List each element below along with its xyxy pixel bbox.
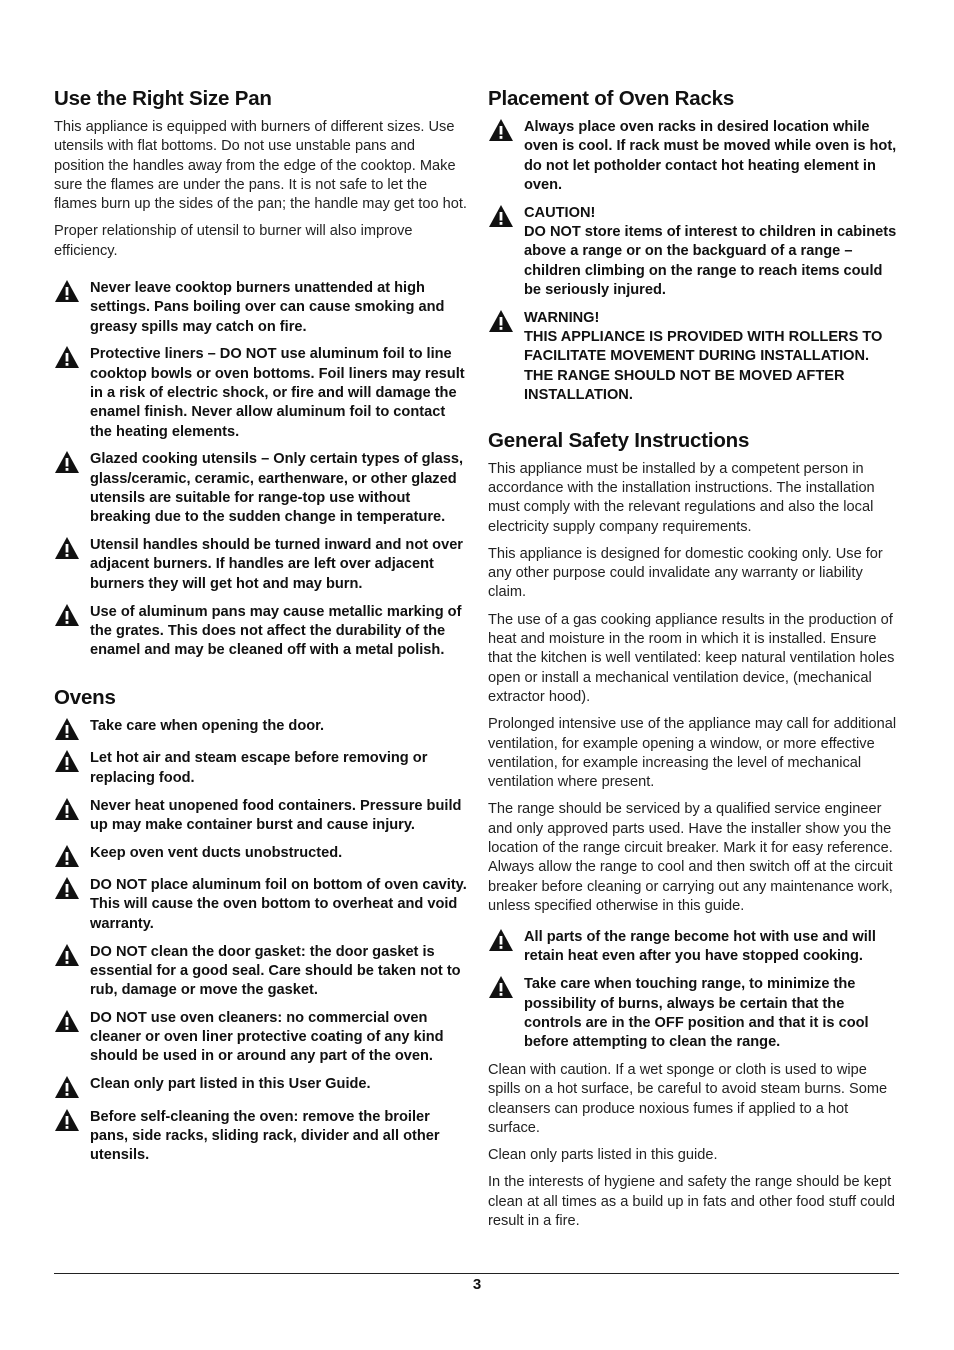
warning-item: DO NOT clean the door gasket: the door gasket is essential for a good seal. Care should be taken not to rub, damage or move the gasket. <box>54 943 468 1001</box>
paragraph: In the interests of hygiene and safety the range should be kept clean at all times as a build up in fats and other food stuff could result in a fire. <box>488 1174 895 1230</box>
warning-triangle-icon <box>54 717 90 741</box>
warning-item: Keep oven vent ducts unobstructed. <box>54 844 468 868</box>
paragraph: Clean only parts listed in this guide. <box>488 1147 718 1164</box>
warning-item: Always place oven racks in desired location while oven is cool. If rack must be moved while oven is hot, do not let potholder contact hot heating element in oven. <box>488 118 902 195</box>
warning-item: Never leave cooktop burners unattended at high settings. Pans boiling over can cause smoking and greasy spills may catch on fire. <box>54 279 468 337</box>
right-column <box>488 86 902 1239</box>
warning-triangle-icon <box>54 797 90 821</box>
warning-item: Clean only part listed in this User Guide. <box>54 1075 468 1099</box>
warning-triangle-icon <box>488 928 524 952</box>
warning-item: Let hot air and steam escape before removing or replacing food. <box>54 749 468 788</box>
general-warning-list <box>488 928 902 1052</box>
section-title-ovens: Ovens <box>54 685 116 709</box>
warning-item: Never heat unopened food containers. Pressure build up may make container burst and cause injury. <box>54 797 468 836</box>
section-title-oven-racks: Placement of Oven Racks <box>488 87 735 110</box>
paragraph: Prolonged intensive use of the appliance may call for additional ventilation, for example opening a window, or more effective ventilation, for example increasing the level of mechanical ventilation where present. <box>488 716 897 791</box>
warning-item: DO NOT place aluminum foil on bottom of oven cavity. This will cause the oven bottom to overheat and void warranty. <box>54 876 468 934</box>
paragraph: Clean with caution. If a wet sponge or cloth is used to wipe spills on a hot surface, be careful to avoid steam burns. Some cleansers can produce noxious fumes if applied to a hot surface. <box>488 1061 888 1136</box>
warning-triangle-icon <box>488 975 524 999</box>
warning-item: WARNING! THIS APPLIANCE IS PROVIDED WITH ROLLERS TO FACILITATE MOVEMENT DURING INSTALLATION. THE RANGE SHOULD NOT BE MOVED AFTER INSTALLATION. <box>488 309 902 405</box>
warning-item: DO NOT use oven cleaners: no commercial oven cleaner or oven liner protective coating of any kind should be used in or around any part of the oven. <box>54 1009 468 1067</box>
warning-triangle-icon <box>488 309 524 333</box>
warning-item: Before self-cleaning the oven: remove the broiler pans, side racks, sliding rack, divider and all other utensils. <box>54 1108 468 1166</box>
left-column <box>54 86 468 1174</box>
warning-item: All parts of the range become hot with use and will retain heat even after you have stopped cooking. <box>488 928 902 967</box>
paragraph: This appliance is equipped with burners of different sizes. Use utensils with flat bottoms. Do not use unstable pans and position the handles away from the edge of the cooktop. Make sure the flames are under the pans. It is not safe to let the flames burn up the sides of the pan; the handle may get too hot. <box>54 119 467 213</box>
pan-warning-list <box>54 279 468 660</box>
warning-item: Take care when touching range, to minimize the possibility of burns, always be certain that the controls are in the OFF position and that it is cool before attempting to clean the range. <box>488 975 902 1052</box>
paragraph: The range should be serviced by a qualified service engineer and only approved parts used. Have the installer show you the location of the range circuit breaker. Mark it for easy reference. Always allow the range to cool and then switch off at the circuit breaker before cleaning or carrying out any maintenance work, unless specified otherwise in this guide. <box>488 801 893 914</box>
warning-triangle-icon <box>488 204 524 228</box>
section-title-general-safety: General Safety Instructions <box>488 428 750 452</box>
warning-item: Take care when opening the door. <box>54 717 468 741</box>
ovens-warning-list <box>54 717 468 1166</box>
warning-item: Utensil handles should be turned inward and not over adjacent burners. If handles are left over adjacent burners they will get hot and may burn. <box>54 536 468 594</box>
warning-item: Glazed cooking utensils – Only certain types of glass, glass/ceramic, ceramic, earthenware, or other glazed utensils are suitable for range-top use without breaking due to the sudden change in temperature. <box>54 450 468 527</box>
warning-triangle-icon <box>54 844 90 868</box>
warning-triangle-icon <box>54 1009 90 1033</box>
warning-item: Use of aluminum pans may cause metallic marking of the grates. This does not affect the durability of the enamel and may be cleaned off with a metal polish. <box>54 603 468 661</box>
paragraph: This appliance is designed for domestic cooking only. Use for any other purpose could invalidate any warranty or liability claim. <box>488 545 883 601</box>
paragraph: This appliance must be installed by a competent person in accordance with the installation instructions. The installation must comply with the relevant regulations and also the local electricity supply company requirements. <box>488 460 875 535</box>
racks-warning-list <box>488 118 902 405</box>
paragraph: Proper relationship of utensil to burner will also improve efficiency. <box>54 223 413 259</box>
warning-triangle-icon <box>54 943 90 967</box>
warning-item: CAUTION! DO NOT store items of interest to children in cabinets above a range or on the backguard of a range – children climbing on the range to reach items could be seriously injured. <box>488 204 902 300</box>
page-number: 3 <box>472 1276 482 1293</box>
footer-divider <box>54 1273 899 1274</box>
warning-triangle-icon <box>54 876 90 900</box>
warning-triangle-icon <box>54 749 90 773</box>
warning-triangle-icon <box>54 450 90 474</box>
paragraph: The use of a gas cooking appliance results in the production of heat and moisture in the room in which it is installed. Ensure that the kitchen is well ventilated: keep natural ventilation holes open or install a mechanical ventilation device, (mechanical extractor hood). <box>488 611 895 705</box>
warning-triangle-icon <box>54 603 90 627</box>
warning-triangle-icon <box>54 1075 90 1099</box>
warning-item: Protective liners – DO NOT use aluminum foil to line cooktop bowls or oven bottoms. Foil liners may result in a risk of electric shock, or fire and will damage the enamel finish. Never allow aluminum foil to contact the heating elements. <box>54 345 468 441</box>
warning-triangle-icon <box>54 1108 90 1132</box>
warning-triangle-icon <box>54 536 90 560</box>
warning-triangle-icon <box>54 279 90 303</box>
warning-triangle-icon <box>54 345 90 369</box>
section-title-right-size-pan: Use the Right Size Pan <box>54 87 272 110</box>
warning-triangle-icon <box>488 118 524 142</box>
